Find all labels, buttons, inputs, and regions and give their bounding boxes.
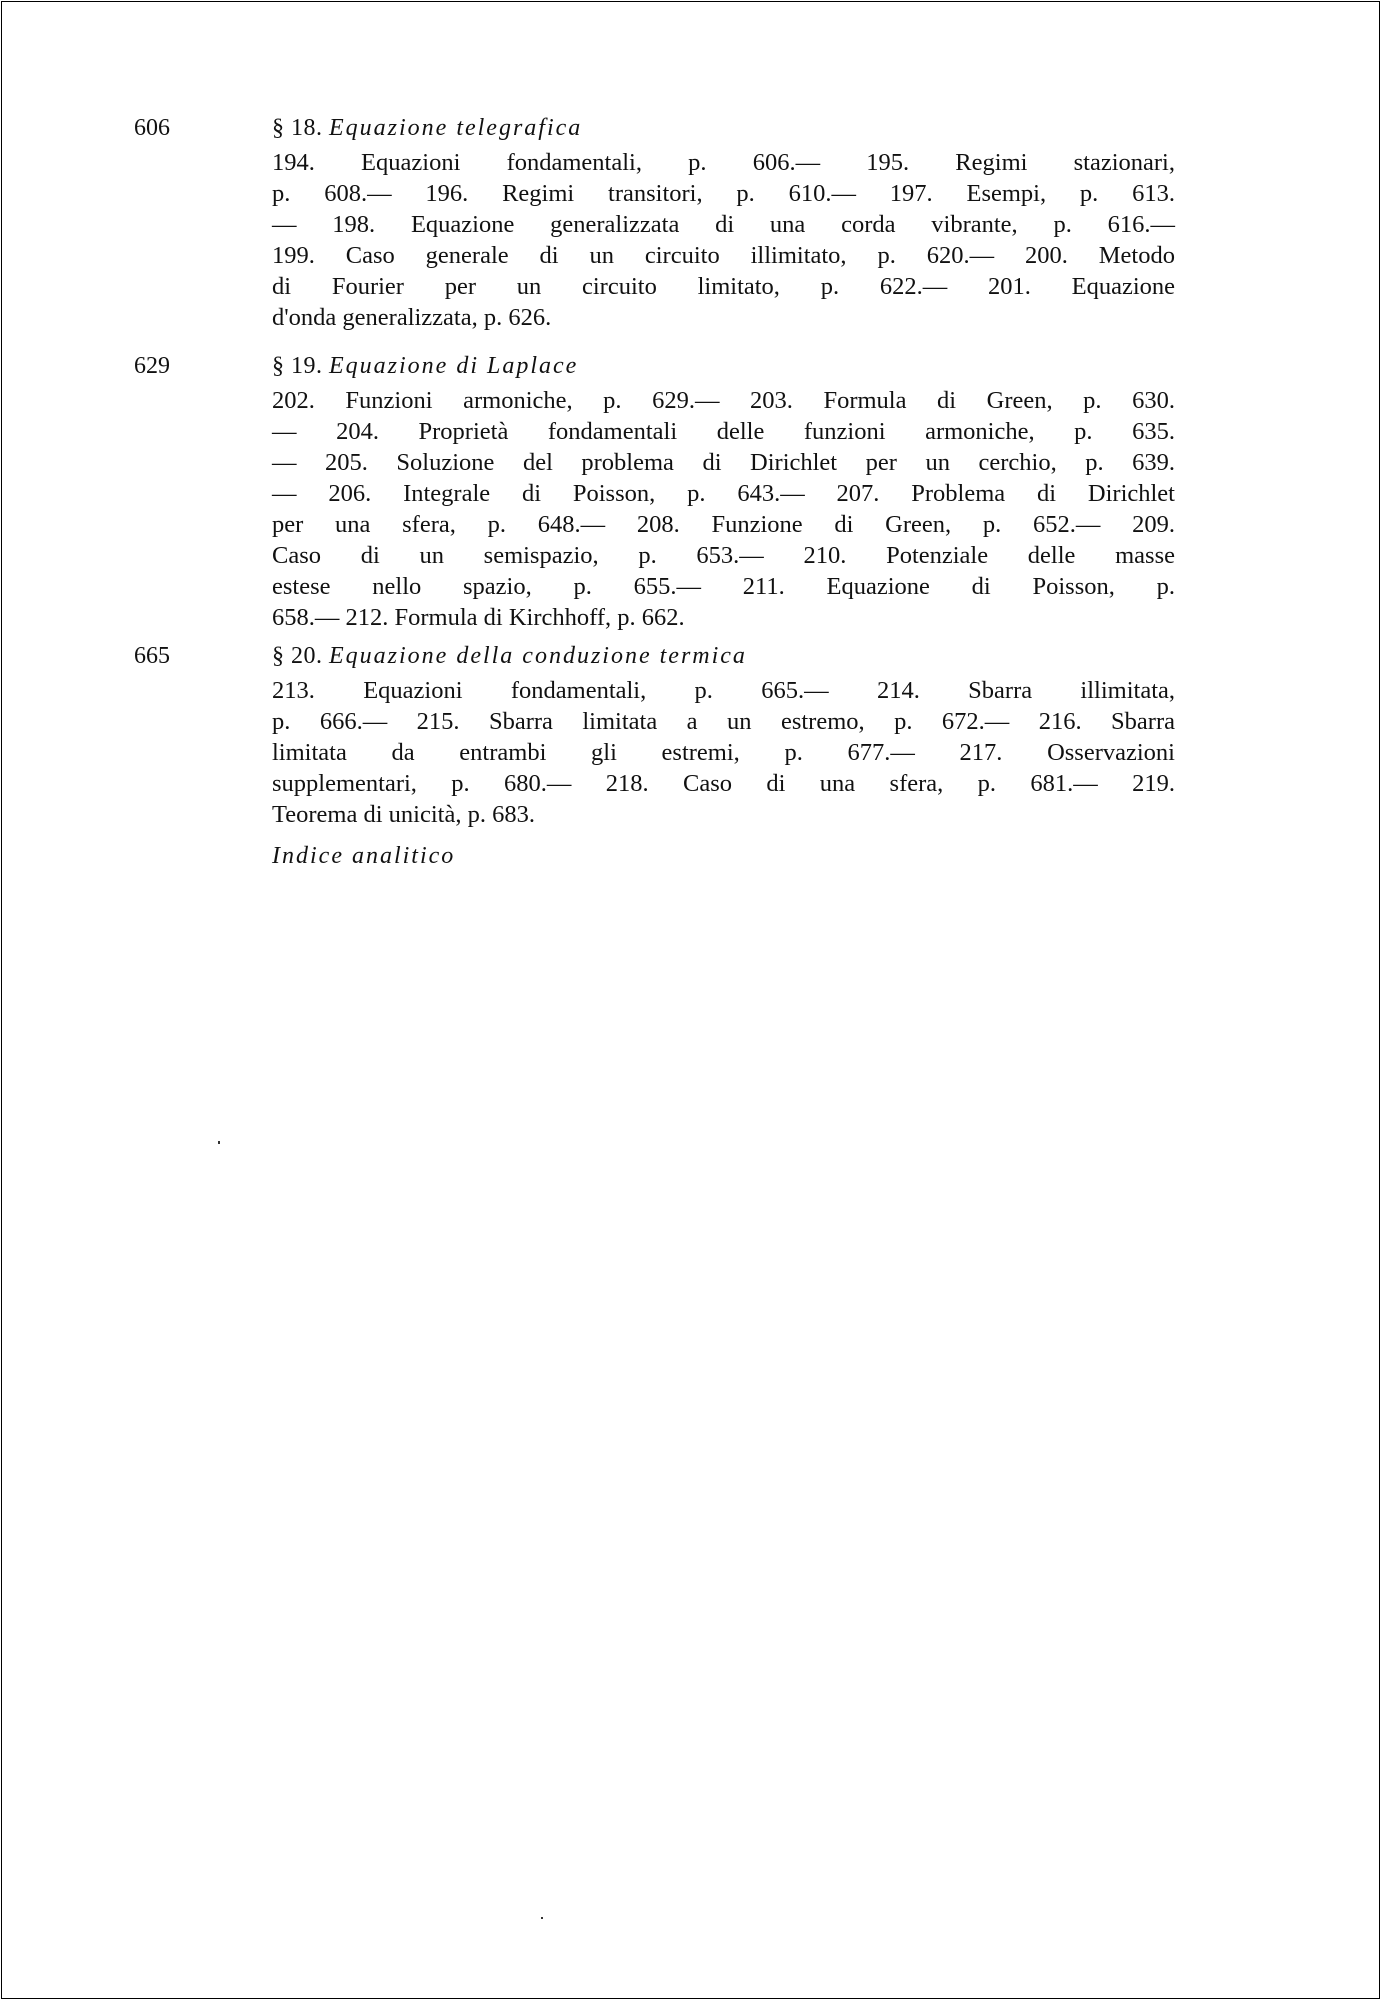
toc-line: 658.— 212. Formula di Kirchhoff, p. 662. [272,604,685,631]
page-number: 665 [134,643,170,669]
toc-line: Teorema di unicità, p. 683. [272,801,535,828]
section-heading [272,640,747,673]
section-title: Equazione telegrafica [329,115,583,141]
indice-analitico: Indice analitico [272,843,456,869]
section-title: Equazione della conduzione termica [329,643,747,669]
toc-line: per una sfera, p. 648.— 208. Funzione di Green, p. 652.— 209. [272,511,1175,538]
scan-speck [541,1917,543,1919]
toc-line: di Fourier per un circuito limitato, p. 622.— 201. Equazione [272,273,1175,300]
section-body [272,385,1175,633]
toc-line: supplementari, p. 680.— 218. Caso di una sfera, p. 681.— 219. [272,770,1175,797]
toc-line: — 198. Equazione generalizzata di una corda vibrante, p. 616.— [272,211,1175,238]
toc-line: estese nello spazio, p. 655.— 211. Equazione di Poisson, p. [272,573,1175,600]
section-mark: § 19. [272,353,323,379]
toc-line: 194. Equazioni fondamentali, p. 606.— 195. Regimi stazionari, [272,149,1175,176]
toc-line: d'onda generalizzata, p. 626. [272,304,552,331]
toc-line: — 206. Integrale di Poisson, p. 643.— 207. Problema di Dirichlet [272,480,1175,507]
section-mark: § 18. [272,115,323,141]
toc-line: p. 608.— 196. Regimi transitori, p. 610.— 197. Esempi, p. 613. [272,180,1175,207]
toc-line: — 205. Soluzione del problema di Dirichlet per un cerchio, p. 639. [272,449,1175,476]
section-heading [272,112,582,145]
toc-line: 199. Caso generale di un circuito illimitato, p. 620.— 200. Metodo [272,242,1175,269]
toc-line: Caso di un semispazio, p. 653.— 210. Potenziale delle masse [272,542,1175,569]
toc-line: limitata da entrambi gli estremi, p. 677.— 217. Osservazioni [272,739,1175,766]
section-mark: § 20. [272,643,323,669]
toc-line: p. 666.— 215. Sbarra limitata a un estremo, p. 672.— 216. Sbarra [272,708,1175,735]
section-title: Equazione di Laplace [329,353,579,379]
page-number: 629 [134,353,170,379]
toc-line: — 204. Proprietà fondamentali delle funzioni armoniche, p. 635. [272,418,1175,445]
page-number: 606 [134,115,170,141]
section-body [272,675,1175,830]
scan-speck [218,1141,220,1144]
section-body [272,147,1175,333]
section-heading [272,350,578,383]
toc-line: 213. Equazioni fondamentali, p. 665.— 214. Sbarra illimitata, [272,677,1175,704]
toc-line: 202. Funzioni armoniche, p. 629.— 203. Formula di Green, p. 630. [272,387,1175,414]
